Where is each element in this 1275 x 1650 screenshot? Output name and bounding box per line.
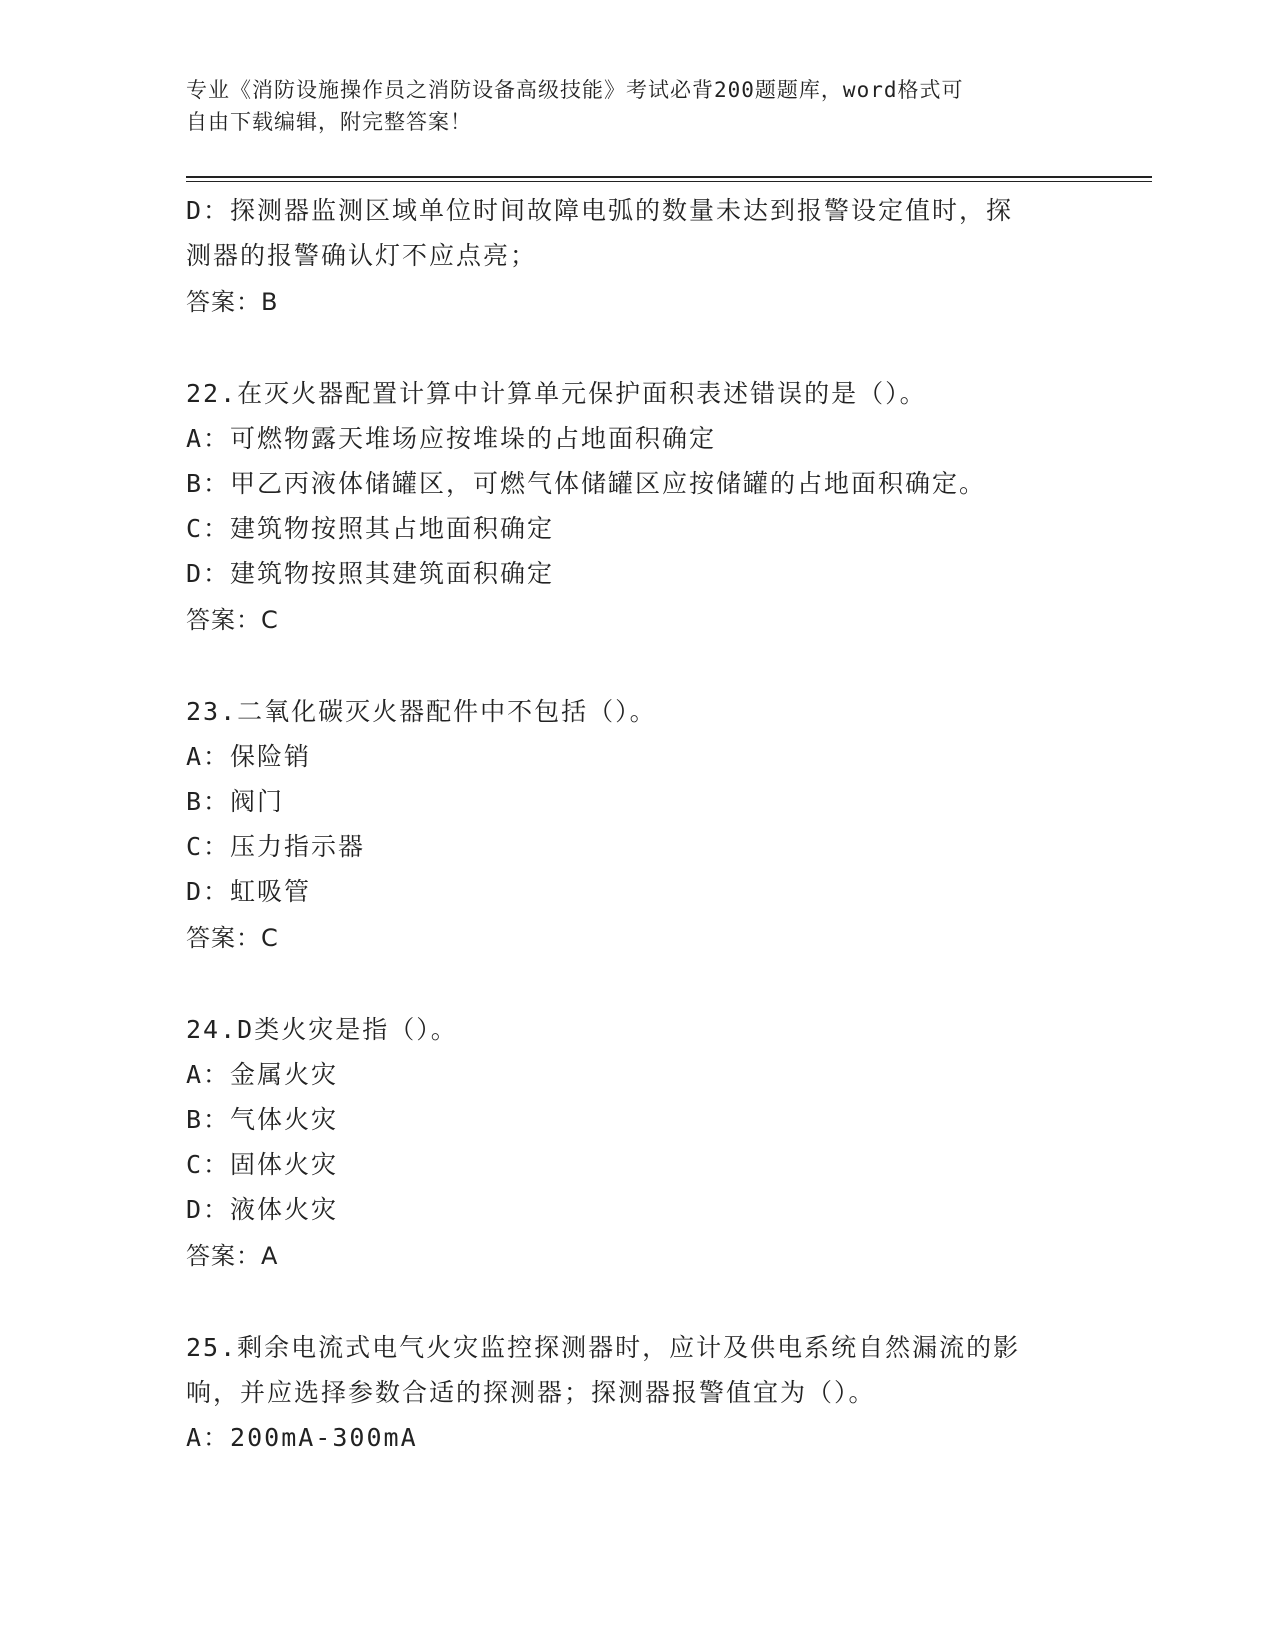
option-d-line-2: 测器的报警确认灯不应点亮； [186,241,538,270]
continued-question [186,188,1086,325]
option-d-line-1: D：探测器监测区域单位时间故障电弧的数量未达到报警设定值时，探 [186,196,1014,225]
question-block [186,1007,1086,1279]
question-spacer [186,961,1086,1007]
question-option: D：液体火灾 [186,1195,339,1224]
question-stem: 23.二氧化碳灭火器配件中不包括（）。 [186,697,657,726]
document-body [186,188,1086,1460]
question-stem: 25.剩余电流式电气火灾监控探测器时，应计及供电系统自然漏流的影 [186,1333,1021,1362]
question-stem: 响，并应选择参数合适的探测器；探测器报警值宜为（）。 [186,1378,876,1407]
question-option: C：固体火灾 [186,1150,339,1179]
page-header [186,74,1066,138]
question-option: A：保险销 [186,742,312,771]
question-option: C：建筑物按照其占地面积确定 [186,514,555,543]
header-divider [186,176,1152,178]
question-list [186,325,1086,1460]
question-stem: 24.D类火灾是指（）。 [186,1015,458,1044]
answer: 答案：B [186,288,279,316]
question-option: B：阀门 [186,787,285,816]
question-option: B：甲乙丙液体储罐区，可燃气体储罐区应按储罐的占地面积确定。 [186,469,987,498]
question-option: D：虹吸管 [186,877,312,906]
question-spacer [186,1279,1086,1325]
answer: 答案：A [186,1242,279,1270]
answer: 答案：C [186,606,279,634]
header-line-2: 自由下载编辑，附完整答案！ [186,110,472,134]
question-option: A：200mA-300mA [186,1423,418,1452]
header-line-1: 专业《消防设施操作员之消防设备高级技能》考试必背200题题库，word格式可 [186,78,964,102]
question-block [186,1325,1086,1460]
answer: 答案：C [186,924,279,952]
question-option: C：压力指示器 [186,832,366,861]
question-stem: 22.在灭火器配置计算中计算单元保护面积表述错误的是（）。 [186,379,927,408]
question-option: D：建筑物按照其建筑面积确定 [186,559,555,588]
question-block [186,371,1086,643]
question-option: A：金属火灾 [186,1060,339,1089]
question-spacer [186,643,1086,689]
question-block [186,689,1086,961]
question-option: B：气体火灾 [186,1105,339,1134]
question-spacer [186,325,1086,371]
header-divider-thin [186,181,1152,182]
question-option: A：可燃物露天堆场应按堆垛的占地面积确定 [186,424,717,453]
